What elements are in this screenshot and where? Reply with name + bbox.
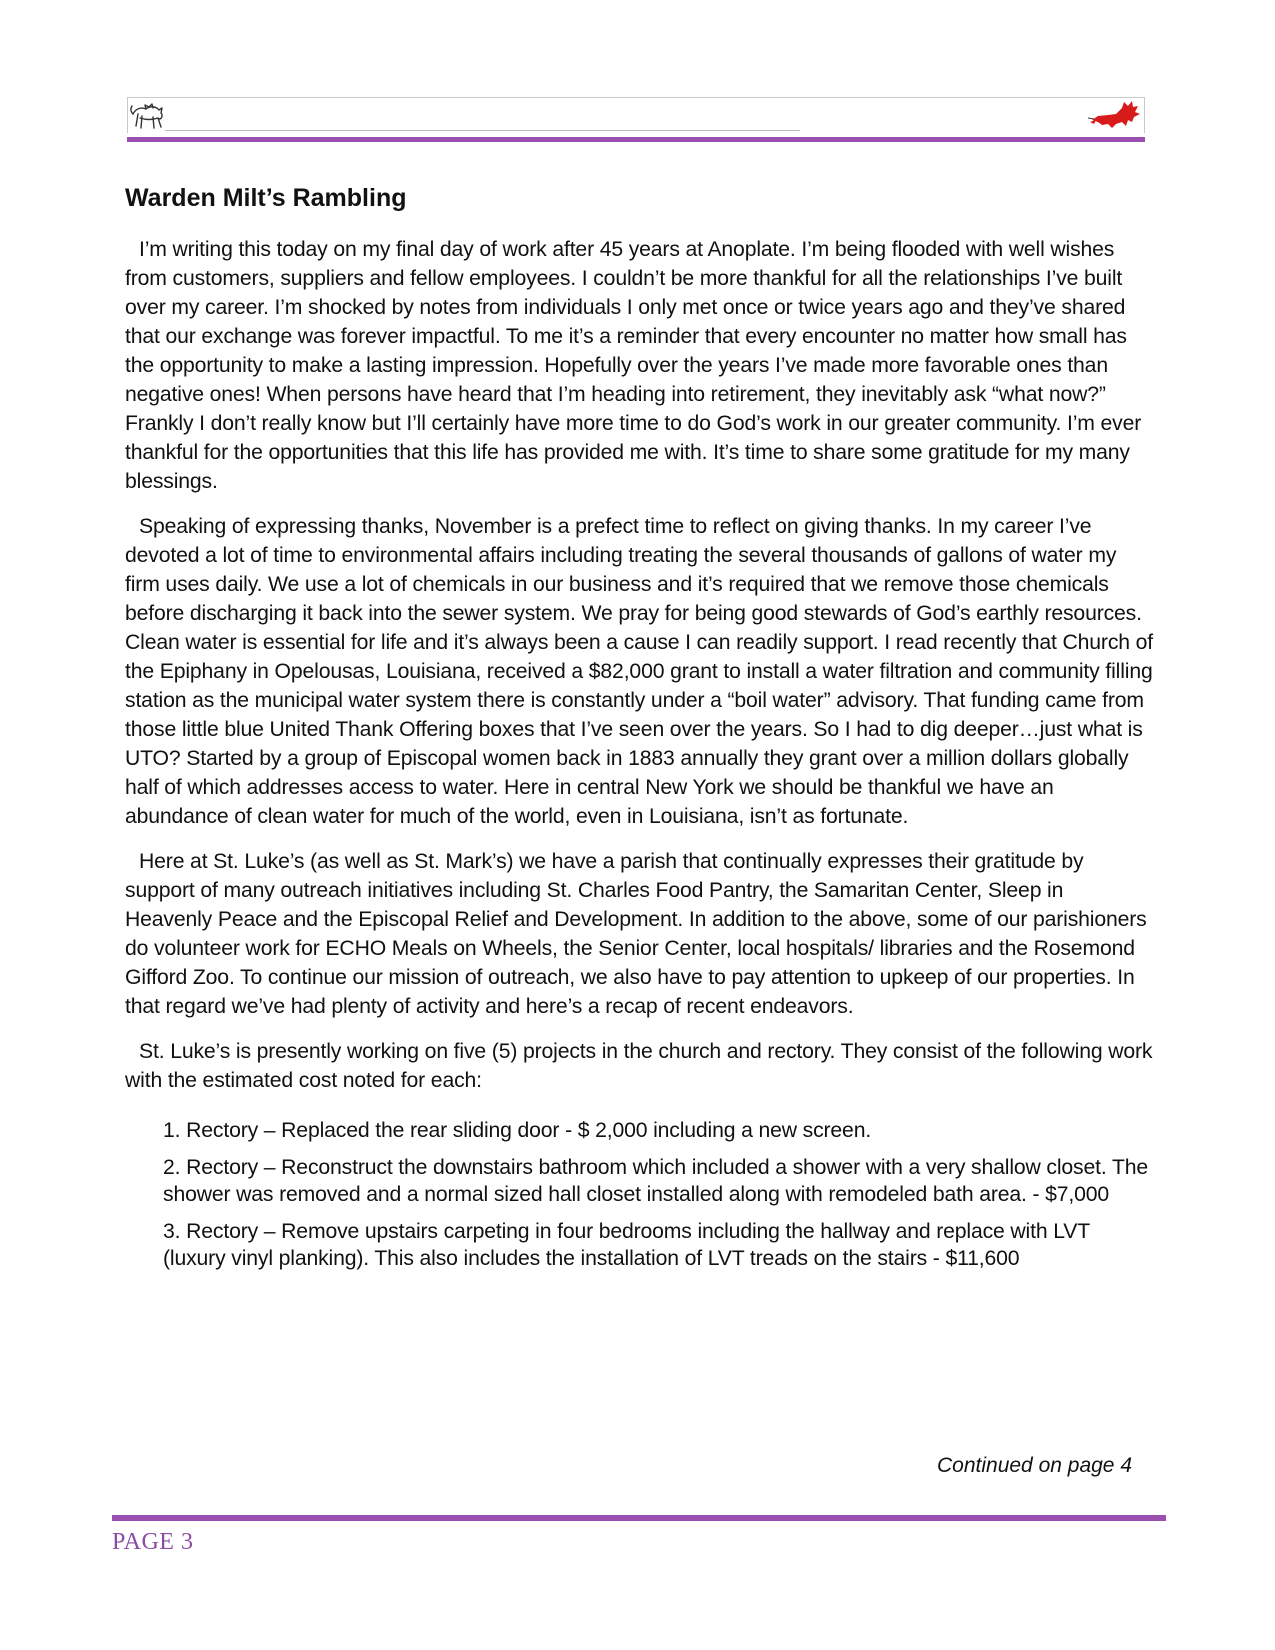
header-rule <box>127 137 1145 142</box>
header-thin-rule <box>165 130 800 131</box>
project-list <box>163 1117 1155 1272</box>
list-item: 3. Rectory – Remove upstairs carpeting in four bedrooms including the hallway and replace with LVT (luxury vinyl planking). This also includes the installation of LVT treads on the stairs - $11,600 <box>163 1220 1090 1270</box>
red-winged-lion-icon <box>1088 98 1142 132</box>
list-item: 1. Rectory – Replaced the rear sliding door - $ 2,000 including a new screen. <box>163 1119 872 1142</box>
lion-passant-icon <box>128 100 168 132</box>
article-body <box>125 235 1155 1282</box>
paragraph: Here at St. Luke’s (as well as St. Mark’s) we have a parish that continually expresses their gratitude by support of many outreach initiatives including St. Charles Food Pantry, the Samaritan Center, Sleep in Heavenly Peace and the Episcopal Relief and Development. In addition to the above, some of our parishioners do volunteer work for ECHO Meals on Wheels, the Senior Center, local hospitals/ libraries and the Rosemond Gifford Zoo. To continue our mission of outreach, we also have to pay attention to upkeep of our properties. In that regard we’ve had plenty of activity and here’s a recap of recent endeavors. <box>125 850 1147 1018</box>
footer-rule <box>112 1515 1166 1521</box>
article-title: Warden Milt’s Rambling <box>125 184 407 212</box>
continued-note: Continued on page 4 <box>937 1454 1132 1477</box>
header-frame <box>127 97 1145 133</box>
paragraph: I’m writing this today on my final day of work after 45 years at Anoplate. I’m being flooded with well wishes from customers, suppliers and fellow employees. I couldn’t be more thankful for all the relationships I’ve built over my career. I’m shocked by notes from individuals I only met once or twice years ago and they’ve shared that our exchange was forever impactful. To me it’s a reminder that every encounter no matter how small has the opportunity to make a lasting impression. Hopefully over the years I’ve made more favorable ones than negative ones! When persons have heard that I’m heading into retirement, they inevitably ask “what now?” Frankly I don’t really know but I’ll certainly have more time to do God’s work in our greater community. I’m ever thankful for the opportunities that this life has provided me with. It’s time to share some gratitude for my many blessings. <box>125 238 1142 493</box>
paragraph: Speaking of expressing thanks, November is a prefect time to reflect on giving thanks. In my career I’ve devoted a lot of time to environmental affairs including treating the several thousands of gallons of water my firm uses daily. We use a lot of chemicals in our business and it’s required that we remove those chemicals before discharging it back into the sewer system. We pray for being good stewards of God’s earthly resources. Clean water is essential for life and it’s always been a cause I can readily support. I read recently that Church of the Epiphany in Opelousas, Louisiana, received a $82,000 grant to install a water filtration and community filling station as the municipal water system there is constantly under a “boil water” advisory. That funding came from those little blue United Thank Offering boxes that I’ve seen over the years. So I had to dig deeper…just what is UTO? Started by a group of Episcopal women back in 1883 annually they grant over a million dollars globally half of which addresses access to water. Here in central New York we should be thankful we have an abundance of clean water for much of the world, even in Louisiana, isn’t as fortunate. <box>125 515 1154 828</box>
list-item: 2. Rectory – Reconstruct the downstairs bathroom which included a shower with a very shallow closet. The shower was removed and a normal sized hall closet installed along with remodeled bath area. - $7,000 <box>163 1156 1149 1206</box>
page-number: PAGE 3 <box>112 1529 194 1555</box>
paragraph: St. Luke’s is presently working on five (5) projects in the church and rectory. They consist of the following work with the estimated cost noted for each: <box>125 1040 1153 1092</box>
